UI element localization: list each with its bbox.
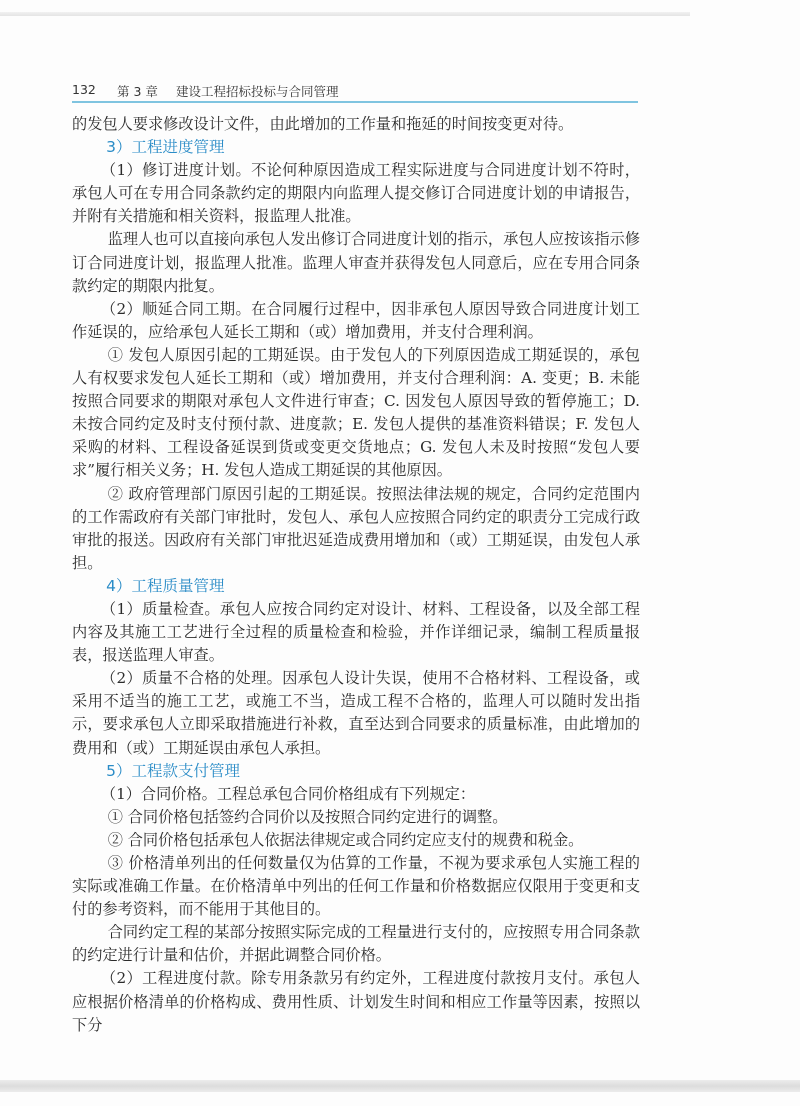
paragraph: 监理人也可以直接向承包人发出修订合同进度计划的指示，承包人应按该指示修订合同进度计划，报监理人批准。监理人审查并获得发包人同意后，应在专用合同条款约定的期限内批复。: [72, 230, 640, 295]
paragraph: ① 合同价格包括签约合同价以及按照合同约定进行的调整。: [107, 807, 508, 826]
paragraph: ② 政府管理部门原因引起的工期延误。按照法律法规的规定，合同约定范围内的工作需政府有关部门审批时，发包人、承包人应按照合同约定的职责分工完成行政审批的报送。因政府有关部门审批迟延造成费用增加和（或）工期延误，由发包人承担。: [72, 484, 640, 572]
paragraph: 的发包人要求修改设计文件，由此增加的工作量和拖延的时间按变更对待。: [72, 115, 574, 133]
paragraph: 合同约定工程的某部分按照实际完成的工程量进行支付的，应按照专用合同条款的约定进行计量和估价，并据此调整合同价格。: [72, 923, 640, 965]
paragraph: （2）工程进度付款。除专用条款另有约定外，工程进度付款按月支付。承包人应根据价格清单的价格构成、费用性质、计划发生时间和相应工作量等因素，按照以下分: [72, 969, 640, 1034]
section-heading: 4）工程质量管理: [106, 576, 225, 595]
paragraph: （2）顺延合同工期。在合同履行过程中，因非承包人原因导致合同进度计划工作延误的，应给承包人延长工期和（或）增加费用，并支付合理利润。: [72, 299, 640, 341]
running-header: [72, 80, 640, 102]
header-rule: [72, 101, 638, 103]
body-text: [72, 113, 640, 1037]
paragraph: （2）质量不合格的处理。因承包人设计失误，使用不合格材料、工程设备，或采用不适当的施工工艺，或施工不当，造成工程不合格的，监理人可以随时发出指示，要求承包人立即采取措施进行补救，直至达到合同要求的质量标准，由此增加的费用和（或）工期延误由承包人承担。: [72, 669, 640, 757]
paragraph: （1）修订进度计划。不论何种原因造成工程实际进度与合同进度计划不符时，承包人可在专用合同条款约定的期限内向监理人提交修订合同进度计划的申请报告，并附有关措施和相关资料，报监理人批准。: [72, 161, 640, 226]
paragraph: （1）质量检查。承包人应按合同约定对设计、材料、工程设备，以及全部工程内容及其施工工艺进行全过程的质量检查和检验，并作详细记录，编制工程质量报表，报送监理人审查。: [72, 599, 640, 665]
paragraph: ③ 价格清单列出的任何数量仅为估算的工作量，不视为要求承包人实施工程的实际或准确工作量。在价格清单中列出的任何工作量和价格数据应仅限用于变更和支付的参考资料，而不能用于其他目的。: [72, 854, 640, 919]
chapter-title: 建设工程招标投标与合同管理: [176, 84, 339, 99]
paragraph: ② 合同价格包括承包人依据法律规定或合同约定应支付的规费和税金。: [107, 830, 584, 849]
chapter-number: 第 3 章: [117, 84, 158, 99]
paragraph: ① 发包人原因引起的工期延误。由于发包人的下列原因造成工期延误的，承包人有权要求发包人延长工期和（或）增加费用，并支付合理利润：A. 变更；B. 未能按照合同要求的期限对承包人文件进行审查；C. 因发包人原因导致的暂停施工；D. 未按合同约定及时支付预付款、进度款；E. 发包人提供的基准资料错误；F. 发包人采购的材料、工程设备延误到货或变更交货地点；G. 发包人未及时按照“发包人要求”履行相关义务；H. 发包人造成工期延误的其他原因。: [72, 345, 640, 480]
section-heading: 3）工程进度管理: [106, 138, 225, 157]
page-number: 132: [72, 82, 96, 97]
paragraph: （1）合同价格。工程总承包合同价格组成有下列规定：: [100, 784, 476, 803]
scan-edge-top: [0, 12, 690, 16]
section-heading: 5）工程款支付管理: [106, 761, 240, 780]
scan-edge-bottom: [0, 1080, 800, 1092]
